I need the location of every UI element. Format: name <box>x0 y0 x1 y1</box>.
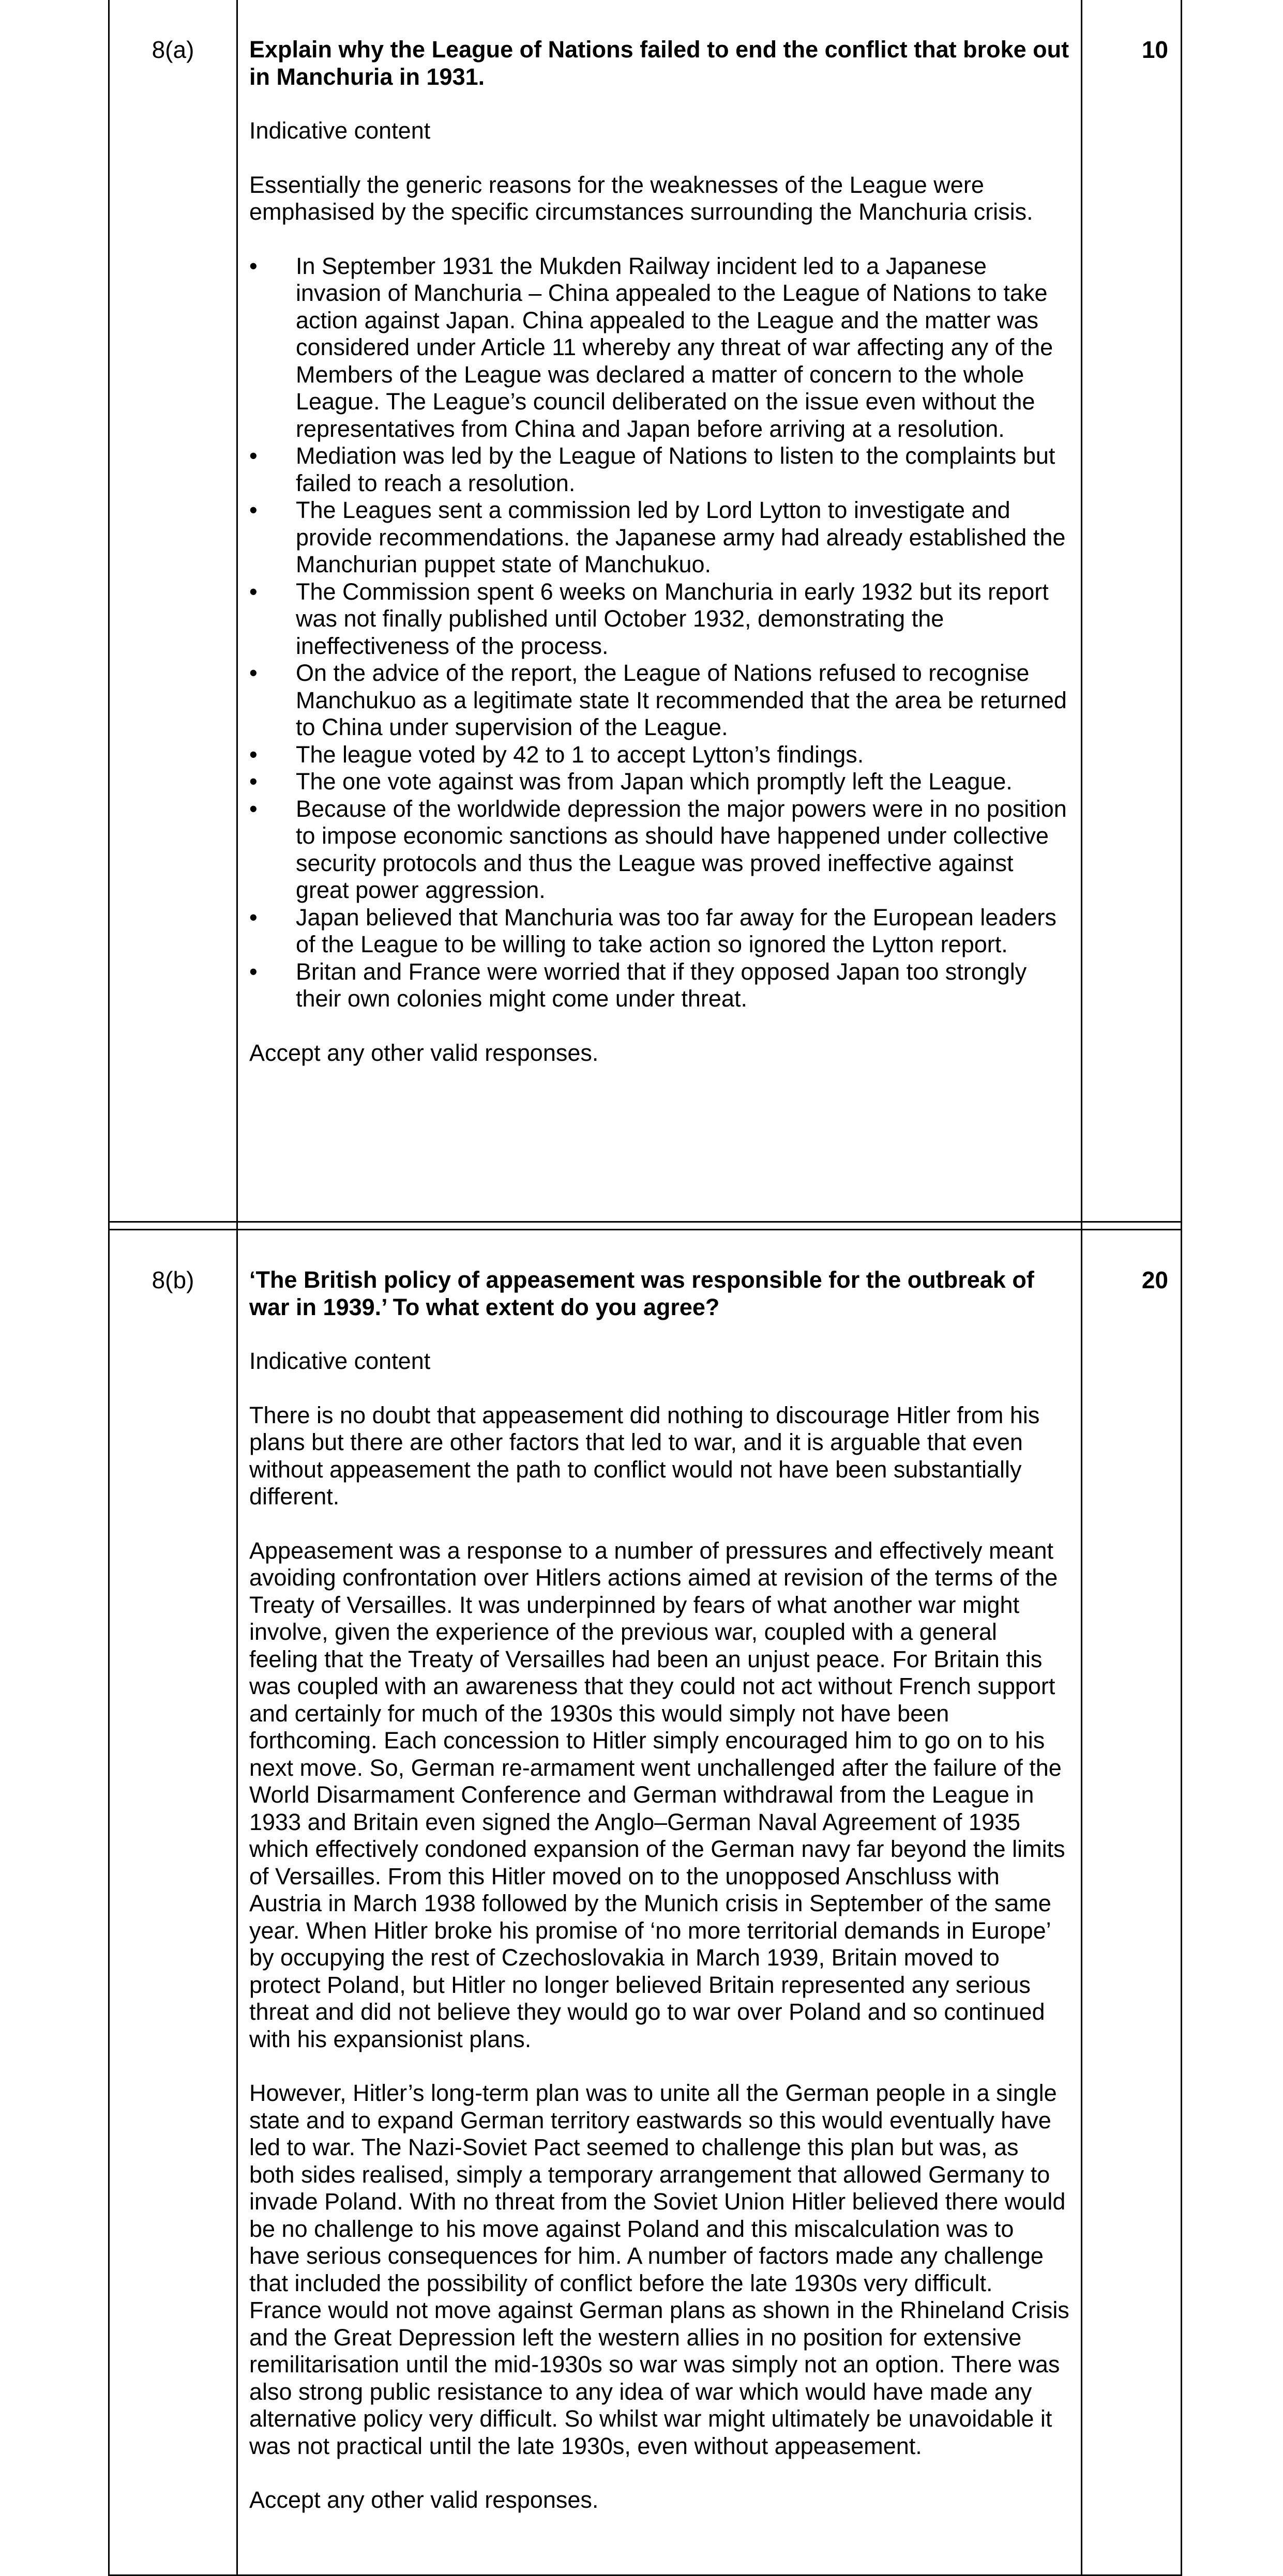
bullet-icon: • <box>249 252 258 279</box>
list-item <box>249 497 1069 578</box>
bullet-icon: • <box>249 741 258 768</box>
mark-scheme-table <box>108 0 1182 2576</box>
answer-paragraph: However, Hitler’s long-term plan was to unite all the German people in a single state and to expand German territory eastwards so this would eventually have led to war. The Nazi-Soviet Pact seemed to challenge this plan but was, as both sides realised, simply a temporary arrangement that allowed Germany to invade Poland. With no threat from the Soviet Union Hitler believed there would be no challenge to his move against Poland and this miscalculation was to have serious consequences for him. A number of factors made any challenge that included the possibility of conflict before the late 1930s very difficult. France would not move against German plans as shown in the Rhineland Crisis and the Great Depression left the western allies in no position for extensive remilitarisation until the mid-1930s so war was simply not an option. There was also strong public resistance to any idea of war which would have made any alternative policy very difficult. So whilst war might ultimately be unavoidable it was not practical until the late 1930s, even without appeasement. <box>249 2080 1069 2459</box>
list-item-text: Japan believed that Manchuria was too far away for the European leaders of the League to be willing to take action so ignored the Lytton report. <box>296 904 1056 957</box>
bullet-icon: • <box>249 497 258 523</box>
list-item-text: The one vote against was from Japan which promptly left the League. <box>296 768 1013 795</box>
indicative-content-heading: Indicative content <box>249 1348 431 1374</box>
question-number: 8(b) <box>109 1230 237 2575</box>
indicative-content-heading: Indicative content <box>249 117 431 144</box>
list-item-text: The Commission spent 6 weeks on Manchuria in early 1932 but its report was not finally published until October 1932, demonstrating the ineffectiveness of the process. <box>296 578 1049 659</box>
question-row-8a <box>109 0 1182 1222</box>
bullet-icon: • <box>249 768 258 795</box>
question-number: 8(a) <box>109 0 237 1222</box>
accept-other-responses: Accept any other valid responses. <box>249 1039 599 1066</box>
list-item <box>249 958 1069 1013</box>
list-item <box>249 660 1069 741</box>
answer-cell <box>237 1230 1082 2575</box>
marks-value: 20 <box>1082 1230 1182 2575</box>
bullet-icon: • <box>249 443 258 469</box>
bullet-icon: • <box>249 578 258 605</box>
question-text: ‘The British policy of appeasement was responsible for the outbreak of war in 1939.’ To what extent do you agree? <box>249 1267 1034 1320</box>
list-item-text: Because of the worldwide depression the major powers were in no position to impose economic sanctions as should have happened under collective security protocols and thus the League was proved ineffective against great power aggression. <box>296 795 1067 903</box>
intro-paragraph: Essentially the generic reasons for the weaknesses of the League were emphasised by the specific circumstances surrounding the Manchuria crisis. <box>249 171 1033 225</box>
answer-paragraph: There is no doubt that appeasement did nothing to discourage Hitler from his plans but there are other factors that led to war, and it is arguable that even without appeasement the path to conflict would not have been substantially different. <box>249 1401 1040 1510</box>
answer-cell <box>237 0 1082 1222</box>
row-separator <box>109 1222 1182 1230</box>
list-item <box>249 741 1069 769</box>
list-item-text: On the advice of the report, the League of Nations refused to recognise Manchukuo as a legitimate state It recommended that the area be returned to China under supervision of the League. <box>296 660 1067 740</box>
bullet-icon: • <box>249 904 258 931</box>
list-item <box>249 796 1069 904</box>
list-item <box>249 768 1069 796</box>
list-item <box>249 904 1069 958</box>
question-text: Explain why the League of Nations failed to end the conflict that broke out in Manchuria in 1931. <box>249 36 1069 90</box>
marks-value: 10 <box>1082 0 1182 1222</box>
list-item-text: Mediation was led by the League of Nations to listen to the complaints but failed to reach a resolution. <box>296 443 1055 496</box>
answer-paragraph: Appeasement was a response to a number of pressures and effectively meant avoiding confrontation over Hitlers actions aimed at revision of the terms of the Treaty of Versailles. It was underpinned by fears of what another war might involve, given the experience of the previous war, coupled with a general feeling that the Treaty of Versailles had been an unjust peace. For Britain this was coupled with an awareness that they could not act without French support and certainly for much of the 1930s this would simply not have been forthcoming. Each concession to Hitler simply encouraged him to go on to his next move. So, German re-armament went unchallenged after the failure of the World Disarmament Conference and German withdrawal from the League in 1933 and Britain even signed the Anglo–German Naval Agreement of 1935 which effectively condoned expansion of the German navy far beyond the limits of Versailles. From this Hitler moved on to the unopposed Anschluss with Austria in March 1938 followed by the Munich crisis in September of the same year. When Hitler broke his promise of ‘no more territorial demands in Europe’ by occupying the rest of Czechoslovakia in March 1939, Britain moved to protect Poland, but Hitler no longer believed Britain represented any serious threat and did not believe they would go to war over Poland and so continued with his expansionist plans. <box>249 1537 1065 2052</box>
list-item <box>249 578 1069 660</box>
question-row-8b <box>109 1230 1182 2575</box>
accept-other-responses: Accept any other valid responses. <box>249 2487 599 2513</box>
list-item-text: Britan and France were worried that if they opposed Japan too strongly their own colonies might come under threat. <box>296 958 1027 1012</box>
list-item-text: The Leagues sent a commission led by Lord Lytton to investigate and provide recommendations. the Japanese army had already established the Manchurian puppet state of Manchukuo. <box>296 497 1066 577</box>
bullet-icon: • <box>249 660 258 686</box>
list-item-text: The league voted by 42 to 1 to accept Lytton’s findings. <box>296 741 864 768</box>
list-item <box>249 443 1069 497</box>
list-item-text: In September 1931 the Mukden Railway incident led to a Japanese invasion of Manchuria – China appealed to the League of Nations to take action against Japan. China appealed to the League and the matter was considered under Article 11 whereby any threat of war affecting any of the Members of the League was declared a matter of concern to the whole League. The League’s council deliberated on the issue even without the representatives from China and Japan before arriving at a resolution. <box>296 252 1053 442</box>
bullet-icon: • <box>249 795 258 822</box>
bullet-icon: • <box>249 958 258 985</box>
bullet-list <box>249 253 1069 1013</box>
list-item <box>249 253 1069 443</box>
